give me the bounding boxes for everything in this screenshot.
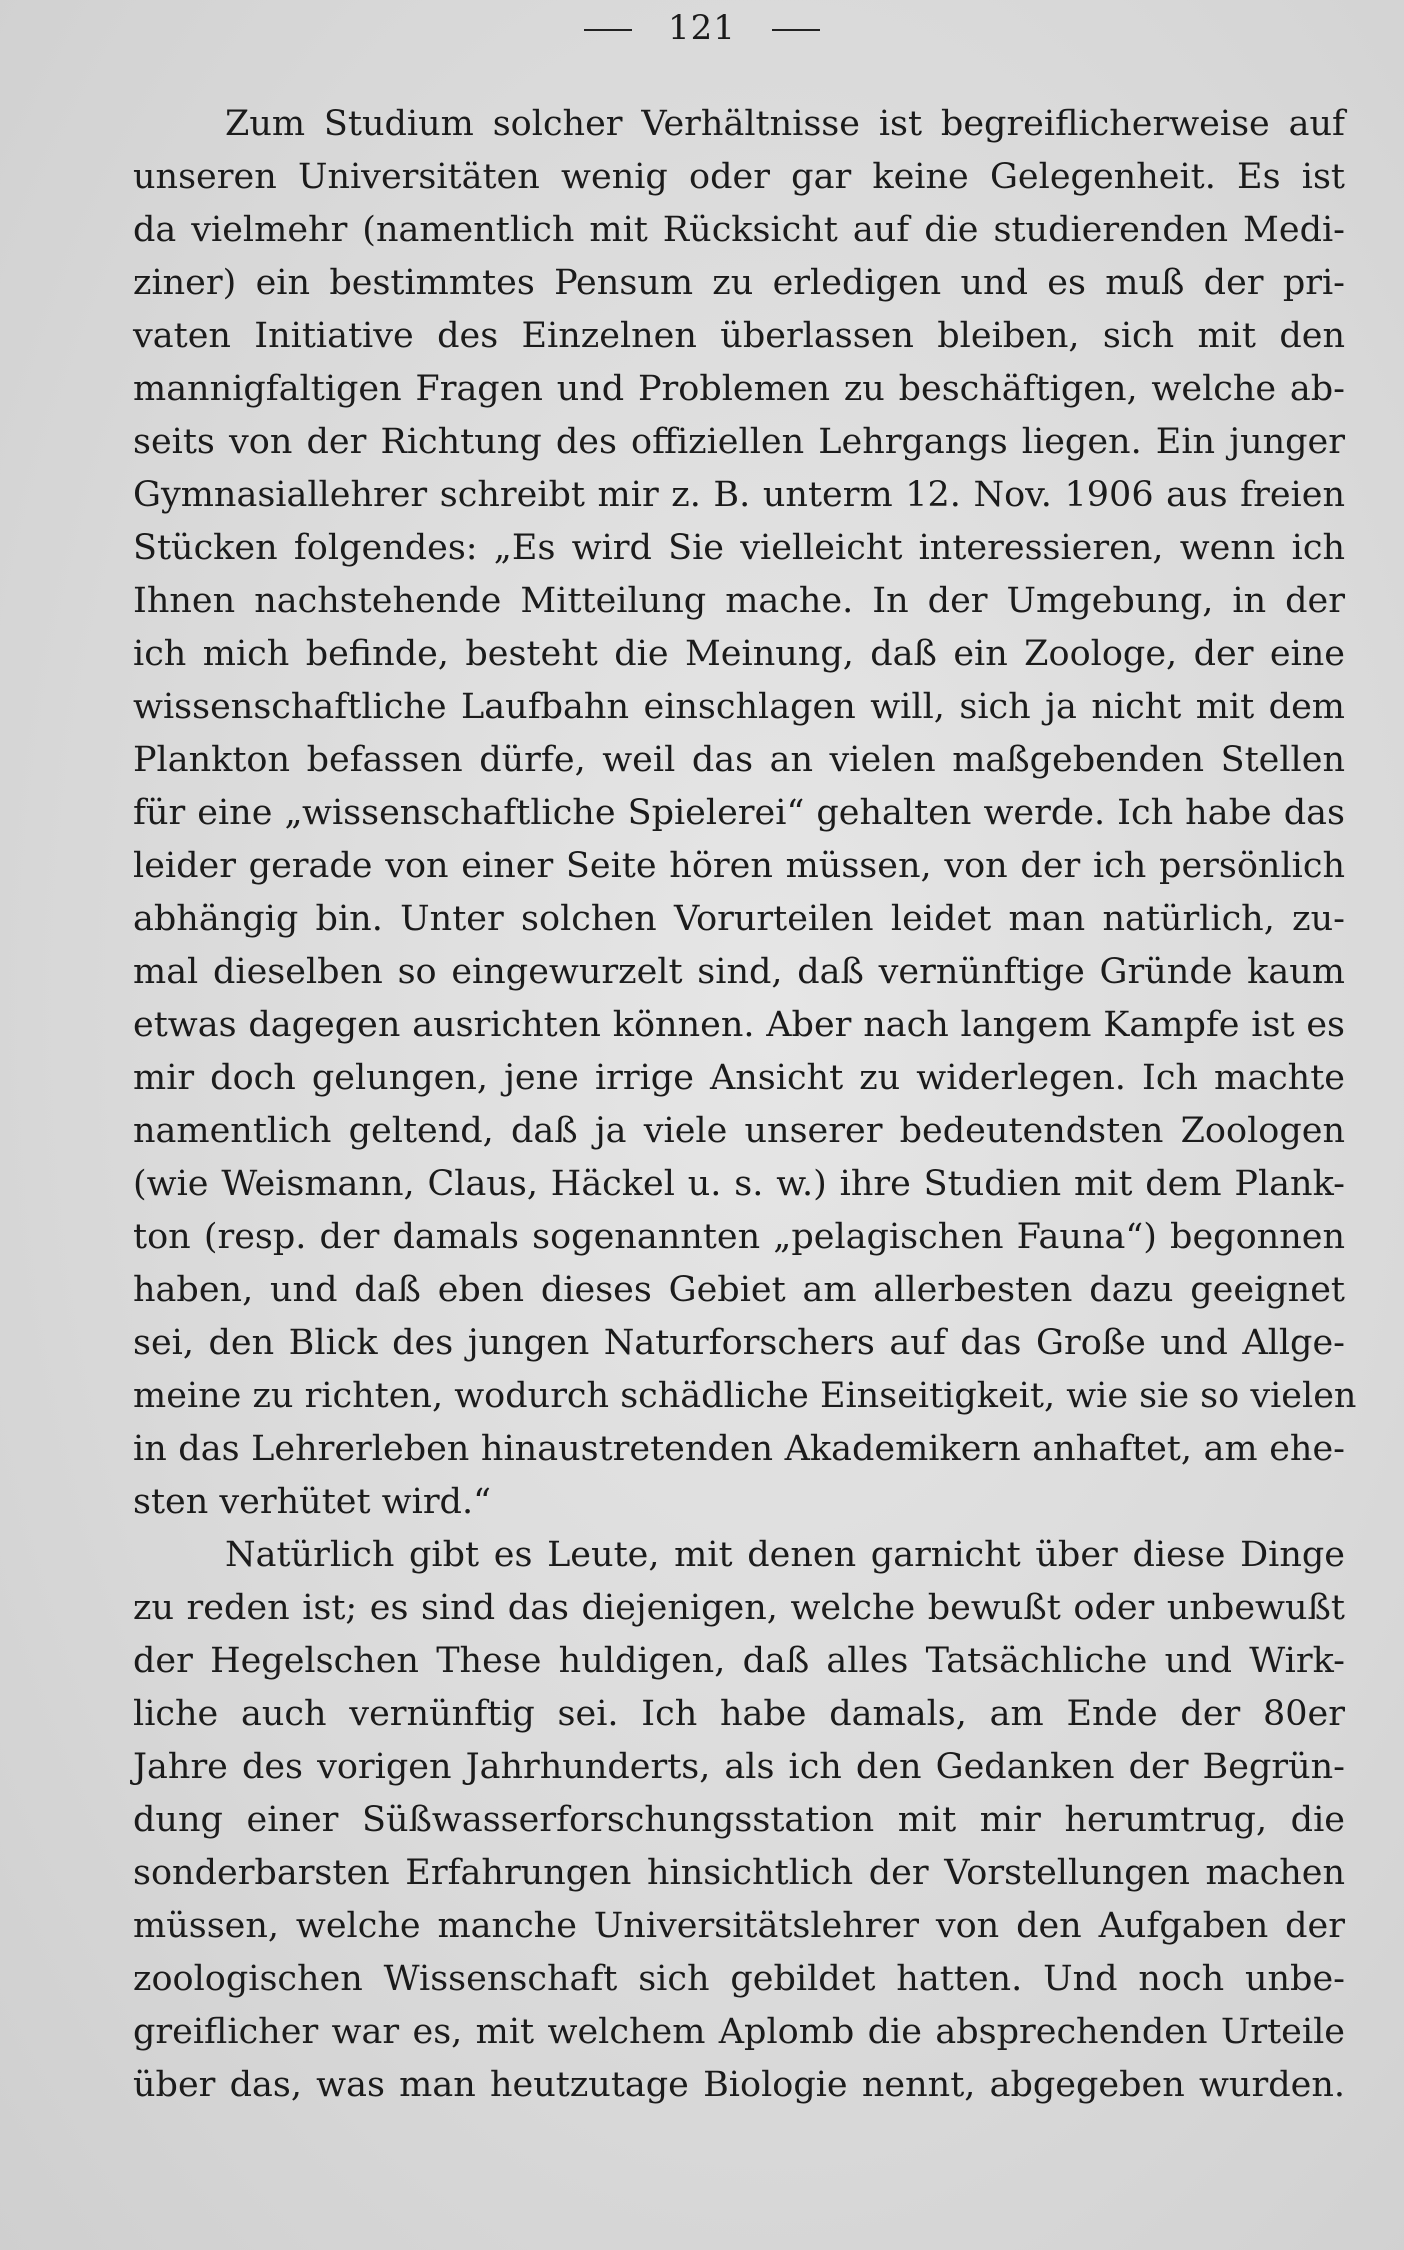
text-line: dung einer Süßwasserforschungsstation mit mir herumtrug, die xyxy=(133,1800,1345,1840)
text-line: Stücken folgendes: „Es wird Sie vielleicht interessieren, wenn ich xyxy=(133,528,1345,568)
text-line: Ihnen nachstehende Mitteilung mache. In der Umgebung, in der xyxy=(133,581,1345,621)
page-number: 121 xyxy=(668,8,736,48)
text-line: Jahre des vorigen Jahrhunderts, als ich den Gedanken der Begrün- xyxy=(133,1747,1345,1787)
text-line: ton (resp. der damals sogenannten „pelagischen Fauna“) begonnen xyxy=(133,1217,1345,1257)
text-line: sten verhütet wird.“ xyxy=(133,1482,491,1522)
text-line: mannigfaltigen Fragen und Problemen zu beschäftigen, welche ab- xyxy=(133,369,1345,409)
text-line: da vielmehr (namentlich mit Rücksicht auf die studierenden Medi- xyxy=(133,210,1345,250)
text-line: unseren Universitäten wenig oder gar keine Gelegenheit. Es ist xyxy=(133,157,1345,197)
text-line: zoologischen Wissenschaft sich gebildet hatten. Und noch unbe- xyxy=(133,1959,1345,1999)
text-line: mir doch gelungen, jene irrige Ansicht zu widerlegen. Ich machte xyxy=(133,1058,1345,1098)
text-line: seits von der Richtung des offiziellen Lehrgangs liegen. Ein junger xyxy=(133,422,1345,462)
text-line: (wie Weismann, Claus, Häckel u. s. w.) ihre Studien mit dem Plank- xyxy=(133,1164,1345,1204)
text-line: wissenschaftliche Laufbahn einschlagen will, sich ja nicht mit dem xyxy=(133,687,1345,727)
left-dash xyxy=(584,29,632,31)
text-line: greiflicher war es, mit welchem Aplomb die absprechenden Urteile xyxy=(133,2012,1345,2052)
text-line: namentlich geltend, daß ja viele unserer bedeutendsten Zoologen xyxy=(133,1111,1345,1151)
body-text xyxy=(133,98,1357,2112)
text-line: liche auch vernünftig sei. Ich habe damals, am Ende der 80er xyxy=(133,1694,1345,1734)
text-line: meine zu richten, wodurch schädliche Einseitigkeit, wie sie so vielen xyxy=(133,1376,1357,1416)
text-line: über das, was man heutzutage Biologie nennt, abgegeben wurden. xyxy=(133,2065,1345,2105)
text-line: sei, den Blick des jungen Naturforschers auf das Große und Allge- xyxy=(133,1323,1345,1363)
text-line: abhängig bin. Unter solchen Vorurteilen leidet man natürlich, zu- xyxy=(133,899,1345,939)
text-line: für eine „wissenschaftliche Spielerei“ gehalten werde. Ich habe das xyxy=(133,793,1345,833)
text-line: in das Lehrerleben hinaustretenden Akademikern anhaftet, am ehe- xyxy=(133,1429,1345,1469)
paragraph-2 xyxy=(133,1529,1345,2112)
text-line: haben, und daß eben dieses Gebiet am allerbesten dazu geeignet xyxy=(133,1270,1345,1310)
text-line: der Hegelschen These huldigen, daß alles Tatsächliche und Wirk- xyxy=(133,1641,1345,1681)
text-line: leider gerade von einer Seite hören müssen, von der ich persönlich xyxy=(133,846,1345,886)
text-line: ich mich befinde, besteht die Meinung, daß ein Zoologe, der eine xyxy=(133,634,1345,674)
text-line: ziner) ein bestimmtes Pensum zu erledigen und es muß der pri- xyxy=(133,263,1345,303)
right-dash xyxy=(772,29,820,31)
paragraph-1 xyxy=(133,98,1357,1529)
text-line: mal dieselben so eingewurzelt sind, daß vernünftige Gründe kaum xyxy=(133,952,1345,992)
text-line: Plankton befassen dürfe, weil das an vielen maßgebenden Stellen xyxy=(133,740,1345,780)
text-line: vaten Initiative des Einzelnen überlassen bleiben, sich mit den xyxy=(133,316,1345,356)
text-line: Natürlich gibt es Leute, mit denen garnicht über diese Dinge xyxy=(225,1535,1345,1575)
text-line: Gymnasiallehrer schreibt mir z. B. unterm 12. Nov. 1906 aus freien xyxy=(133,475,1345,515)
page-number-header xyxy=(0,8,1404,48)
text-line: müssen, welche manche Universitätslehrer von den Aufgaben der xyxy=(133,1906,1345,1946)
text-line: sonderbarsten Erfahrungen hinsichtlich der Vorstellungen machen xyxy=(133,1853,1345,1893)
text-line: Zum Studium solcher Verhältnisse ist begreiflicherweise auf xyxy=(225,104,1345,144)
text-line: etwas dagegen ausrichten können. Aber nach langem Kampfe ist es xyxy=(133,1005,1345,1045)
text-line: zu reden ist; es sind das diejenigen, welche bewußt oder unbewußt xyxy=(133,1588,1345,1628)
